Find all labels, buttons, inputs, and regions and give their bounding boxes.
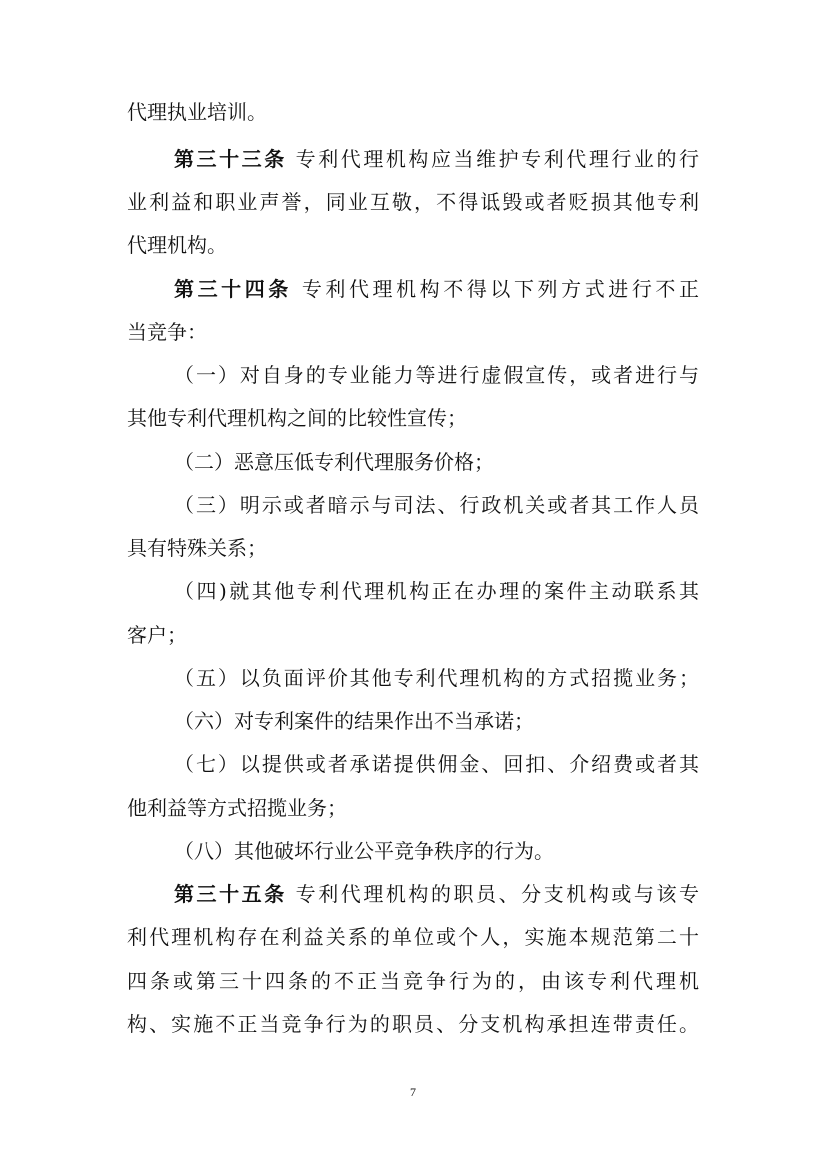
list-item-line (174, 750, 699, 778)
line-text: 客户； (127, 623, 187, 647)
list-item-line (174, 664, 699, 692)
list-item-line (174, 491, 699, 519)
line-text: 构、实施不正当竞争行为的职员、分支机构承担连带责任。 (127, 1012, 699, 1036)
line-text: （七）以提供或者承诺提供佣金、回扣、介绍费或者其 (174, 752, 699, 776)
line-text: （四)就其他专利代理机构正在办理的案件主动联系其 (174, 579, 699, 603)
article-title: 第三十四条 (174, 277, 292, 301)
text-line (0, 794, 826, 822)
line-text: 他利益等方式招揽业务； (127, 796, 347, 820)
text-line (127, 1010, 699, 1038)
line-text: 代理机构。 (127, 233, 227, 257)
text-line (0, 404, 826, 432)
line-text: 利代理机构存在利益关系的单位或个人，实施本规范第二十 (127, 925, 699, 949)
list-item-line (0, 837, 826, 865)
text-line (0, 231, 826, 259)
text-line (0, 534, 826, 562)
text-line (127, 188, 699, 216)
article-33-heading-line (174, 145, 699, 173)
line-text: （六）对专利案件的结果作出不当承诺； (174, 709, 534, 733)
line-text: （三）明示或者暗示与司法、行政机关或者其工作人员 (174, 493, 699, 517)
page-number: 7 (410, 1085, 416, 1099)
line-text: （八）其他破坏行业公平竞争秩序的行为。 (174, 839, 554, 863)
line-text: 当竞争： (127, 320, 207, 344)
line-text: 专利代理机构应当维护专利代理行业的行 (295, 147, 700, 171)
line-text: （二）恶意压低专利代理服务价格； (174, 450, 494, 474)
text-line (127, 967, 699, 995)
line-text: 专利代理机构的职员、分支机构或与该专 (295, 882, 700, 906)
line-text: （五）以负面评价其他专利代理机构的方式招揽业务； (174, 666, 699, 690)
article-title: 第三十三条 (174, 147, 287, 171)
text-line (127, 923, 699, 951)
line-text: 专利代理机构不得以下列方式进行不正 (301, 277, 700, 301)
article-35-heading-line (174, 880, 699, 908)
line-text: 代理执业培训。 (127, 100, 267, 124)
list-item-line (0, 707, 826, 735)
line-text: 四条或第三十四条的不正当竞争行为的，由该专利代理机 (127, 969, 699, 993)
article-34-heading-line (174, 275, 699, 303)
line-text: 其他专利代理机构之间的比较性宣传； (127, 406, 467, 430)
list-item-line (174, 577, 699, 605)
line-text: （一）对自身的专业能力等进行虚假宣传，或者进行与 (174, 363, 699, 387)
line-text: 具有特殊关系； (127, 536, 267, 560)
list-item-line (0, 448, 826, 476)
article-title: 第三十五条 (174, 882, 287, 906)
line-text: 业利益和职业声誉，同业互敬，不得诋毁或者贬损其他专利 (127, 190, 699, 214)
list-item-line (174, 361, 699, 389)
text-line (0, 621, 826, 649)
text-line (0, 318, 826, 346)
text-line (0, 98, 826, 126)
